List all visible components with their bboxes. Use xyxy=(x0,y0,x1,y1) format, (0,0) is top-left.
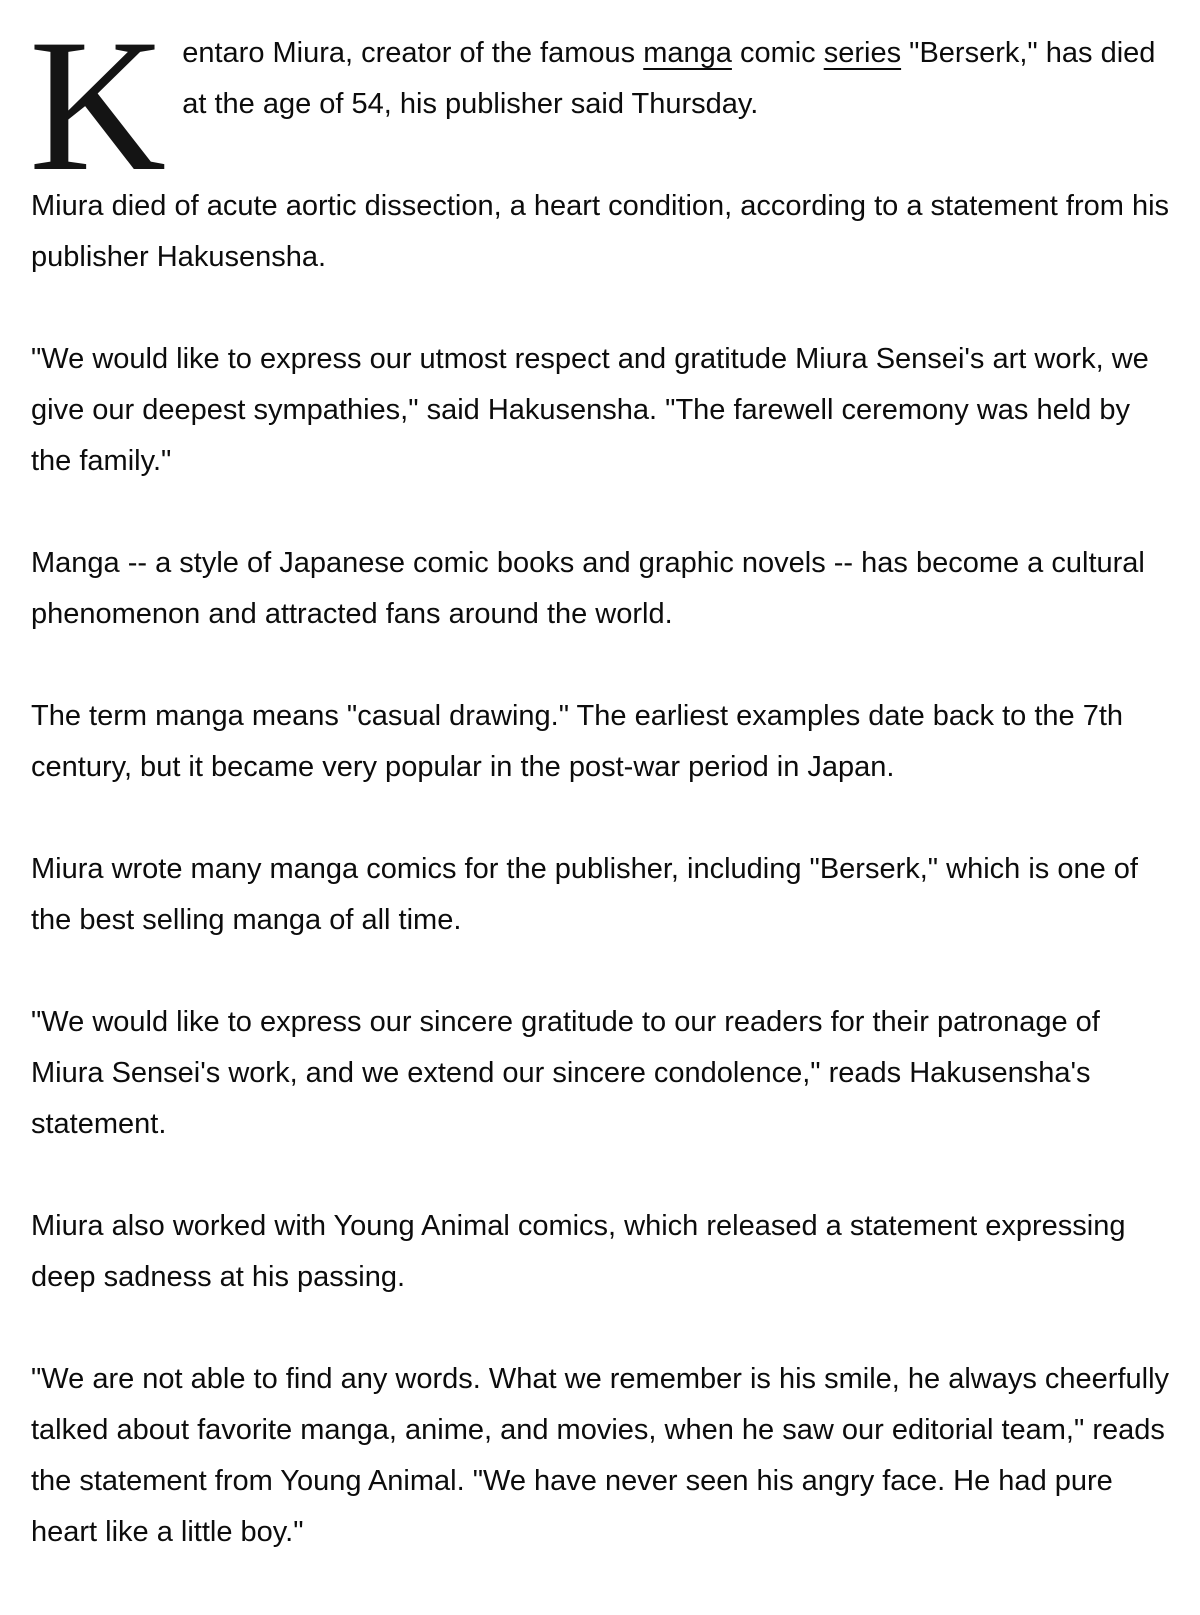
drop-cap: K xyxy=(29,1,167,211)
paragraph-manga-history: The term manga means "casual drawing." The earliest examples date back to the 7th century, but it became very popular in the post-war period in Japan. xyxy=(31,700,1124,783)
lead-text-middle: comic xyxy=(731,37,824,69)
paragraph-manga-definition: Manga -- a style of Japanese comic books and graphic novels -- has become a cultural phenomenon and attracted fans around the world. xyxy=(31,547,1145,630)
paragraph-cause-of-death: Miura died of acute aortic dissection, a heart condition, according to a statement from his publisher Hakusensha. xyxy=(31,190,1170,273)
paragraph-gratitude-quote: "We would like to express our sincere gratitude to our readers for their patronage of Miura Sensei's work, and we extend our sincere condolence," reads Hakusensha's statement. xyxy=(31,1006,1100,1140)
series-link[interactable]: series xyxy=(823,37,902,69)
lead-text-end: "Berserk," has died at the age of 54, his publisher said Thursday. xyxy=(182,37,1156,120)
lead-paragraph xyxy=(29,1,1170,211)
paragraph-publisher-quote: "We would like to express our utmost respect and gratitude Miura Sensei's art work, we give our deepest sympathies," said Hakusensha. "The farewell ceremony was held by the family." xyxy=(31,343,1149,477)
lead-text-start: entaro Miura, creator of the famous xyxy=(182,37,644,69)
paragraph-berserk: Miura wrote many manga comics for the publisher, including "Berserk," which is one of the best selling manga of all time. xyxy=(31,853,1138,936)
paragraph-young-animal: Miura also worked with Young Animal comics, which released a statement expressing deep sadness at his passing. xyxy=(31,1210,1126,1293)
paragraph-young-animal-quote: "We are not able to find any words. What we remember is his smile, he always cheerfully talked about favorite manga, anime, and movies, when he saw our editorial team," reads the statement from Young Animal. "We have never seen his angry face. He had pure heart like a little boy." xyxy=(31,1363,1170,1548)
manga-link[interactable]: manga xyxy=(643,37,732,69)
